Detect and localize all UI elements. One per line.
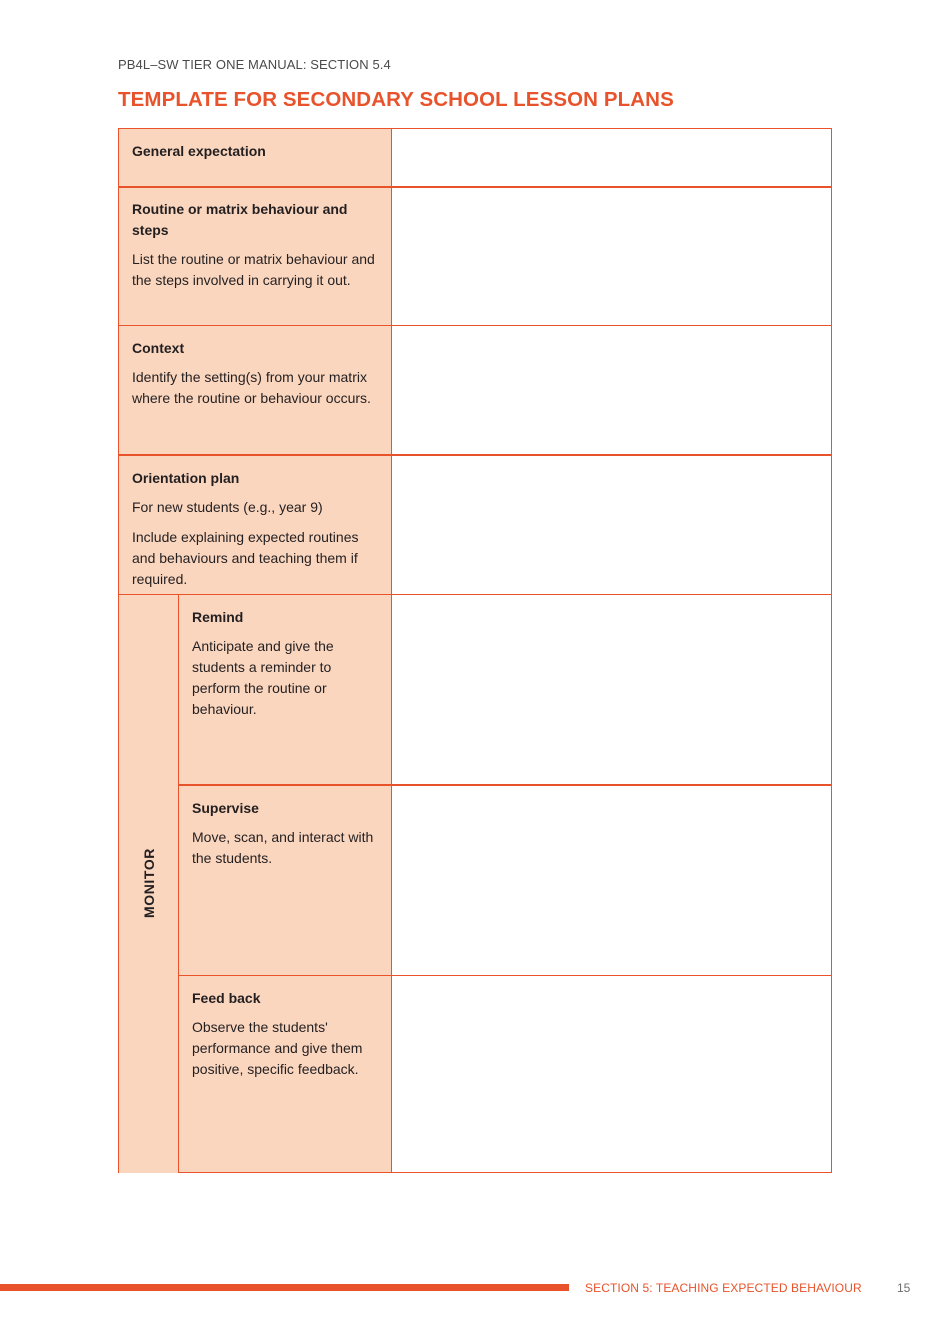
row-divider xyxy=(179,784,831,786)
row-divider xyxy=(119,325,831,326)
supervise-description: Move, scan, and interact with the students. xyxy=(192,829,374,866)
routine-heading: Routine or matrix behaviour and steps xyxy=(132,201,348,238)
column-divider xyxy=(391,129,392,1172)
footer-accent-bar xyxy=(0,1284,569,1291)
remind-field[interactable] xyxy=(392,596,831,785)
running-head: PB4L–SW TIER ONE MANUAL: SECTION 5.4 xyxy=(118,57,391,72)
row-divider xyxy=(119,186,831,188)
feedback-field[interactable] xyxy=(392,977,831,1172)
page-title: TEMPLATE FOR SECONDARY SCHOOL LESSON PLANS xyxy=(118,88,674,111)
supervise-field[interactable] xyxy=(392,787,831,976)
row-divider xyxy=(179,975,831,976)
orientation-label xyxy=(119,456,391,595)
supervise-label xyxy=(179,786,391,976)
routine-label xyxy=(119,187,391,326)
monitor-group xyxy=(119,595,179,1173)
orientation-description-1: For new students (e.g., year 9) xyxy=(132,499,323,515)
remind-label xyxy=(179,595,391,785)
feedback-heading: Feed back xyxy=(192,990,261,1006)
remind-heading: Remind xyxy=(192,609,244,625)
context-description: Identify the setting(s) from your matrix where the routine or behaviour occurs. xyxy=(132,369,371,406)
orientation-description-2: Include explaining expected routines and behaviours and teaching them if required. xyxy=(132,529,359,587)
general-expectation-field[interactable] xyxy=(392,129,831,186)
remind-description: Anticipate and give the students a reminder to perform the routine or behaviour. xyxy=(192,638,334,717)
context-label xyxy=(119,326,391,455)
lesson-plan-table xyxy=(118,128,832,1173)
context-field[interactable] xyxy=(392,327,831,455)
row-divider xyxy=(119,594,831,595)
orientation-heading: Orientation plan xyxy=(132,470,240,486)
routine-field[interactable] xyxy=(392,188,831,326)
footer-section-title: SECTION 5: TEACHING EXPECTED BEHAVIOUR xyxy=(585,1281,862,1295)
routine-description: List the routine or matrix behaviour and the steps involved in carrying it out. xyxy=(132,251,375,288)
context-heading: Context xyxy=(132,340,185,356)
row-divider xyxy=(119,454,831,456)
supervise-heading: Supervise xyxy=(192,800,259,816)
page-number: 15 xyxy=(897,1281,911,1295)
general-expectation-label xyxy=(119,129,391,187)
general-expectation-heading: General expectation xyxy=(132,143,266,159)
feedback-label xyxy=(179,976,391,1172)
monitor-label: MONITOR xyxy=(141,847,157,919)
feedback-description: Observe the students' performance and give them positive, specific feedback. xyxy=(192,1019,363,1077)
orientation-field[interactable] xyxy=(392,457,831,595)
